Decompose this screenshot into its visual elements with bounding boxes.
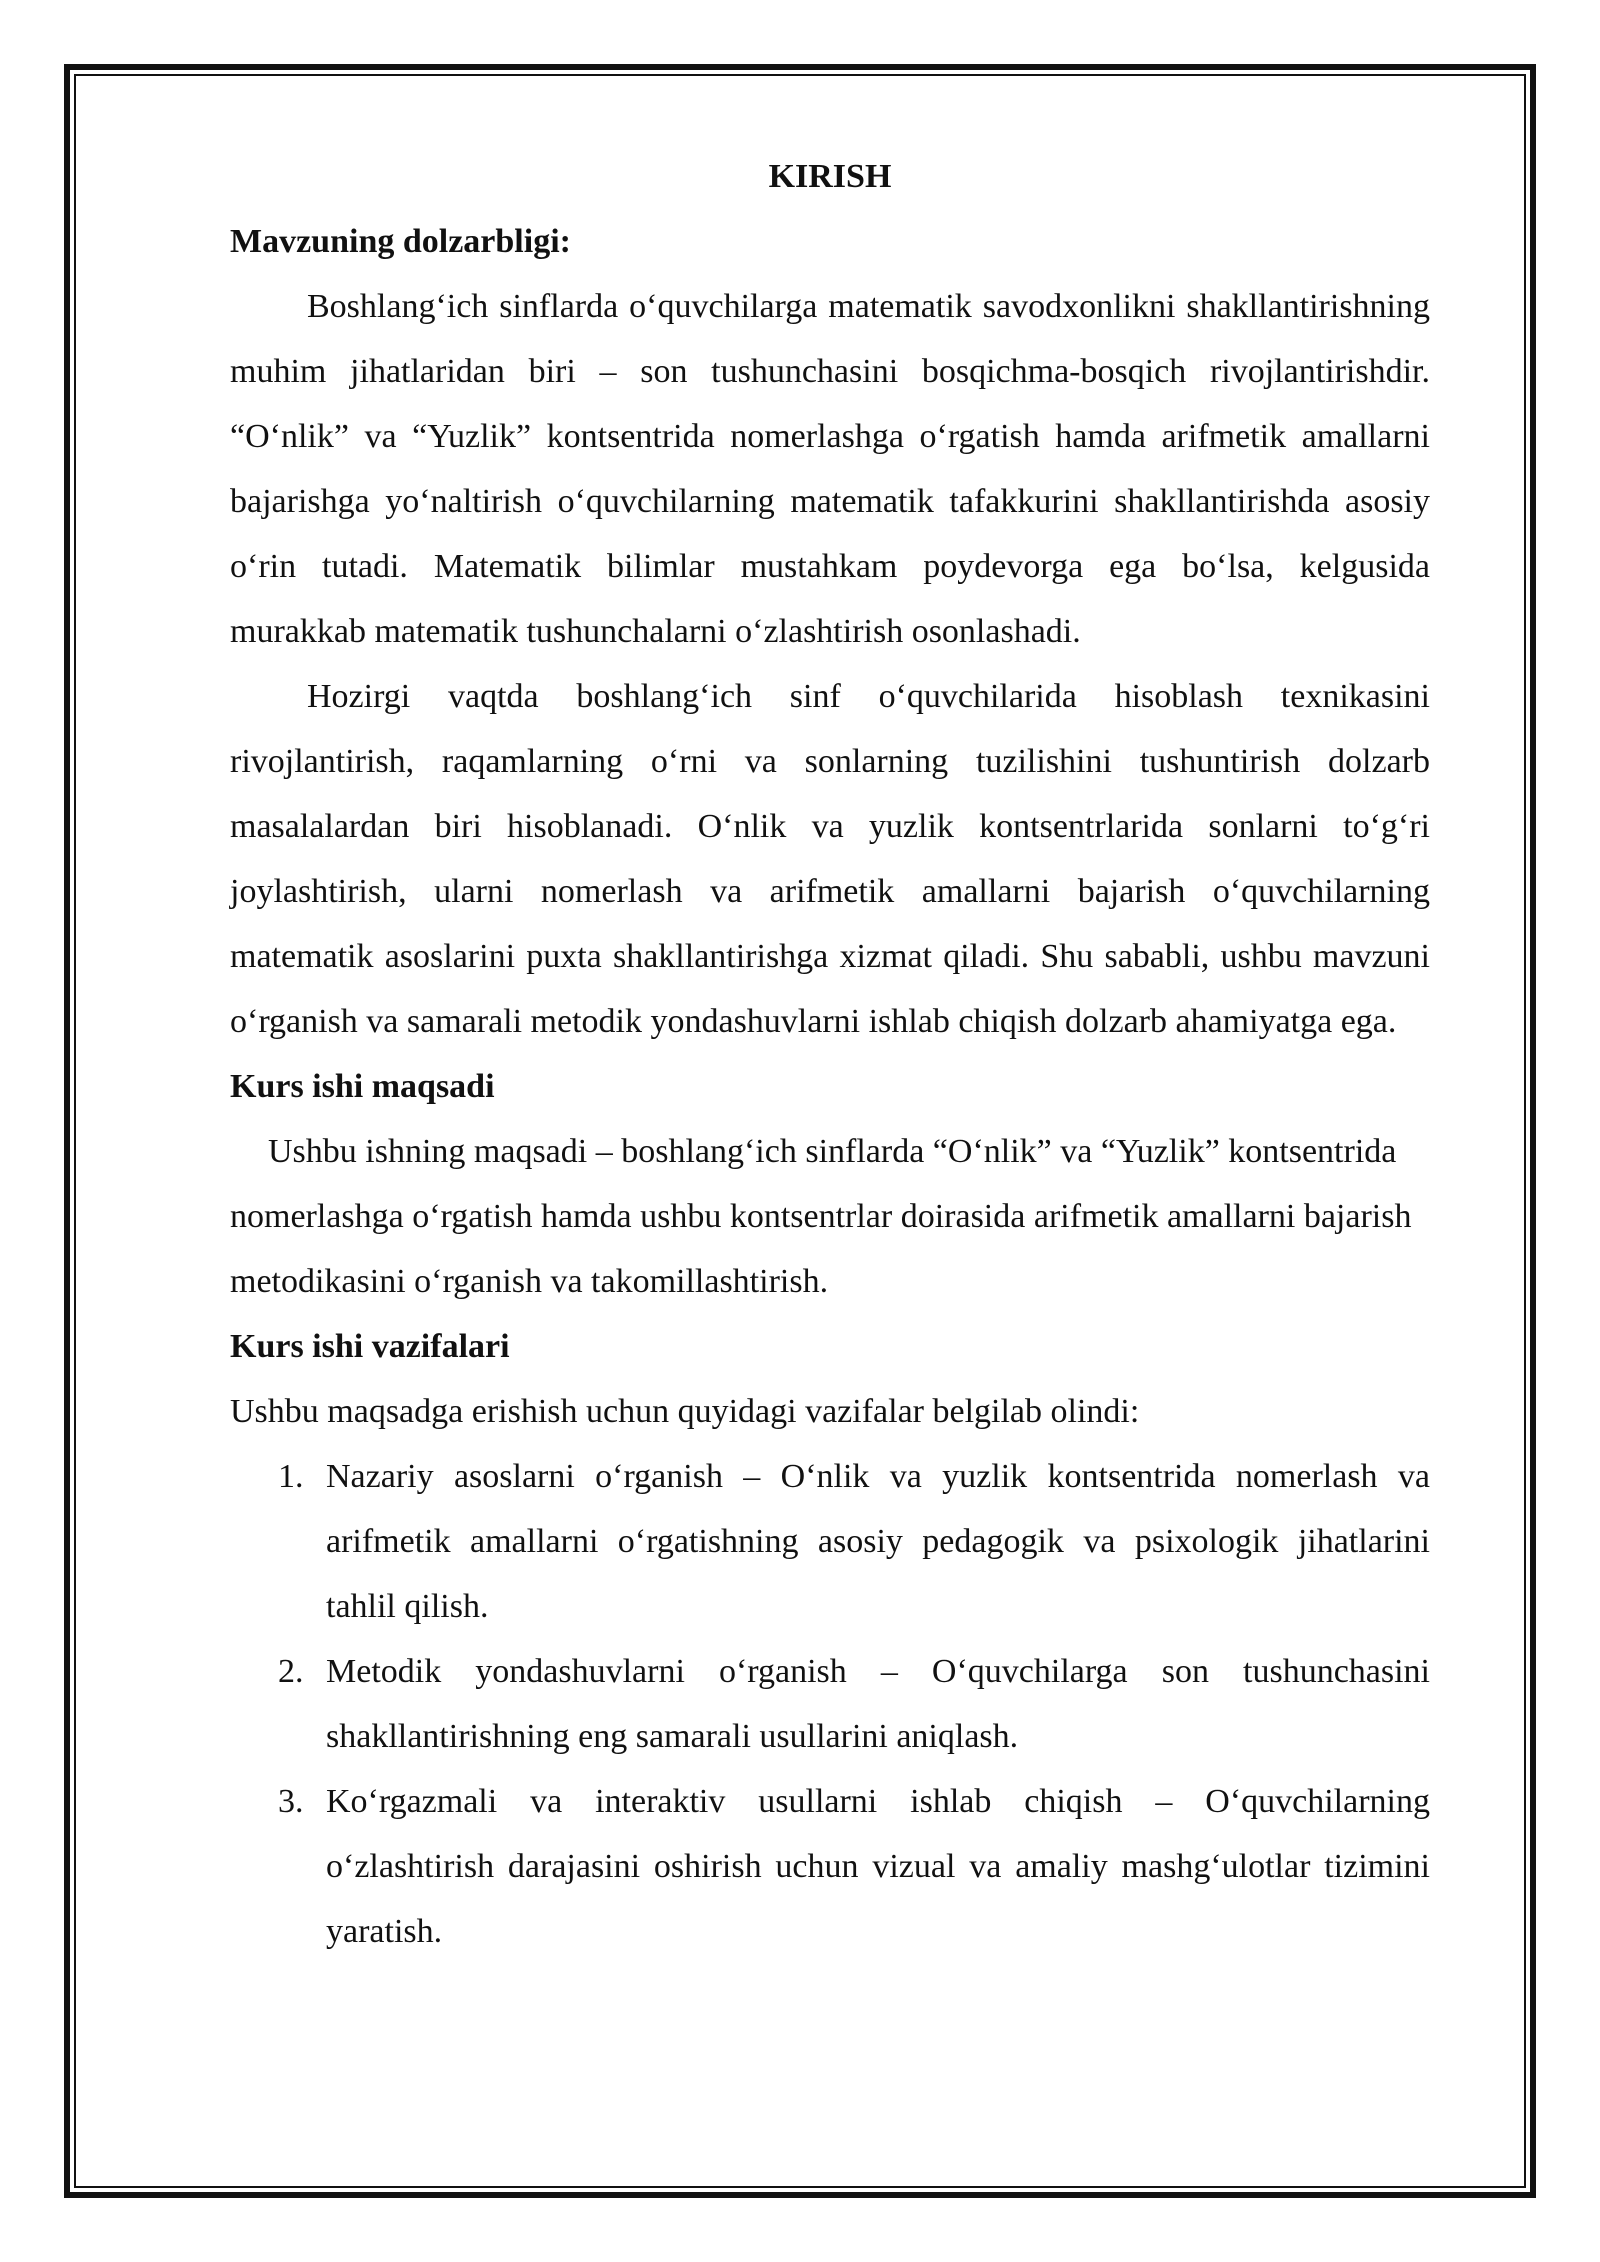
tasks-heading: Kurs ishi vazifalari (230, 1328, 510, 1365)
list-item-text: Nazariy asoslarni o‘rganish – O‘nlik va yuzlik kontsentrida nomerlash va arifmetik amallarni o‘rgatishning asosiy pedagogik va psixologik jihatlarini tahlil qilish. (326, 1458, 1430, 1625)
relevance-heading: Mavzuning dolzarbligi: (230, 223, 571, 260)
goal-paragraph: Ushbu ishning maqsadi – boshlang‘ich sinflarda “O‘nlik” va “Yuzlik” kontsentrida nomerlashga o‘rgatish hamda ushbu kontsentrlar doirasida arifmetik amallarni bajarish metodikasini o‘rganish va takomillashtirish. (230, 1133, 1412, 1300)
list-item-number: 1. (278, 1458, 304, 1495)
goal-heading: Kurs ishi maqsadi (230, 1068, 495, 1105)
list-item-number: 3. (278, 1783, 304, 1820)
tasks-intro: Ushbu maqsadga erishish uchun quyidagi vazifalar belgilab olindi: (230, 1393, 1140, 1430)
list-item-number: 2. (278, 1653, 304, 1690)
list-item (230, 1639, 1430, 1769)
list-item-text: Ko‘rgazmali va interaktiv usullarni ishlab chiqish – O‘quvchilarning o‘zlashtirish darajasini oshirish uchun vizual va amaliy mashg‘ulotlar tizimini yaratish. (326, 1783, 1430, 1950)
tasks-list (230, 1444, 1430, 1964)
page-title: KIRISH (768, 158, 892, 195)
document-body (230, 144, 1430, 1964)
list-item-text: Metodik yondashuvlarni o‘rganish – O‘quvchilarga son tushunchasini shakllantirishning eng samarali usullarini aniqlash. (326, 1653, 1430, 1755)
relevance-paragraph-2: Hozirgi vaqtda boshlang‘ich sinf o‘quvchilarida hisoblash texnikasini rivojlantirish, raqamlarning o‘rni va sonlarning tuzilishini tushuntirish dolzarb masalalardan biri hisoblanadi. O‘nlik va yuzlik kontsentrlarida sonlarni to‘g‘ri joylashtirish, ularni nomerlash va arifmetik amallarni bajarish o‘quvchilarning matematik asoslarini puxta shakllantirishga xizmat qiladi. Shu sababli, ushbu mavzuni o‘rganish va samarali metodik yondashuvlarni ishlab chiqish dolzarb ahamiyatga ega. (230, 678, 1430, 1040)
list-item (230, 1444, 1430, 1639)
list-item (230, 1769, 1430, 1964)
relevance-paragraph-1: Boshlang‘ich sinflarda o‘quvchilarga matematik savodxonlikni shakllantirishning muhim jihatlaridan biri – son tushunchasini bosqichma-bosqich rivojlantirishdir. “O‘nlik” va “Yuzlik” kontsentrida nomerlashga o‘rgatish hamda arifmetik amallarni bajarishga yo‘naltirish o‘quvchilarning matematik tafakkurini shakllantirishda asosiy o‘rin tutadi. Matematik bilimlar mustahkam poydevorga ega bo‘lsa, kelgusida murakkab matematik tushunchalarni o‘zlashtirish osonlashadi. (230, 288, 1430, 650)
